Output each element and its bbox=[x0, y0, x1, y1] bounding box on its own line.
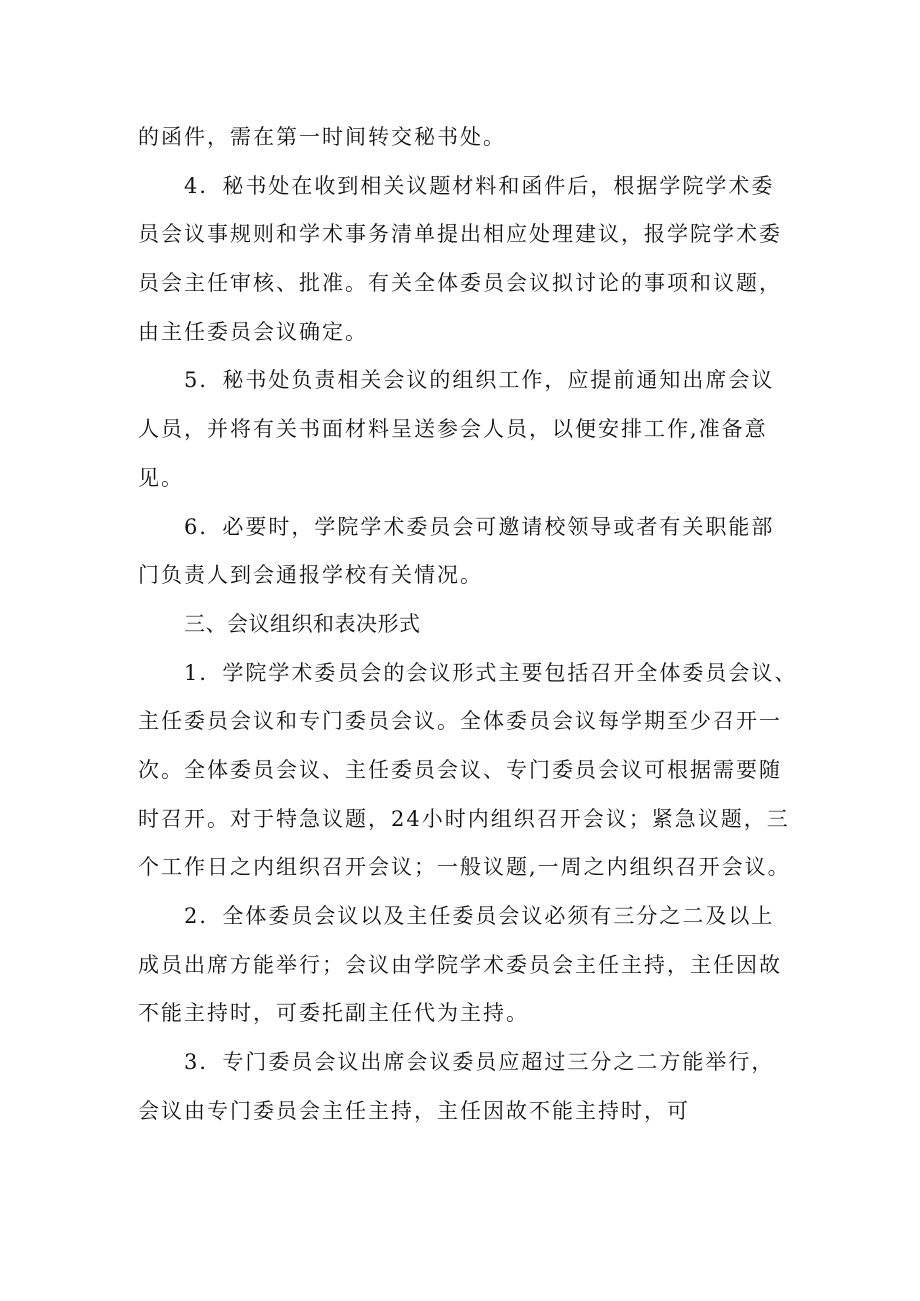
paragraph-6-line-1: 6．必要时，学院学术委员会可邀请校领导或者有关职能部 bbox=[184, 514, 775, 539]
section-3-paragraph-2-line-2: 成员出席方能举行；会议由学院学术委员会主任主持，主任因故 bbox=[138, 952, 782, 977]
section-3-paragraph-2-line-1: 2．全体委员会议以及主任委员会议必须有三分之二及以上 bbox=[184, 904, 775, 928]
paragraph-4-line-2: 员会议事规则和学术事务清单提出相应处理建议，报学院学术委 bbox=[138, 222, 782, 247]
paragraph-5-line-1: 5．秘书处负责相关会议的组织工作，应提前通知出席会议 bbox=[184, 368, 775, 393]
document-body bbox=[138, 113, 798, 1135]
section-3-paragraph-2-line-3: 不能主持时，可委托副主任代为主持。 bbox=[138, 1001, 529, 1026]
paragraph-5-line-2: 人员，并将有关书面材料呈送参会人员，以便安排工作,准备意 bbox=[138, 417, 768, 442]
paragraph-4-line-3: 员会主任审核、批准。有关全体委员会议拟讨论的事项和议题， bbox=[138, 271, 782, 296]
section-3-paragraph-1-line-3: 次。全体委员会议、主任委员会议、专门委员会议可根据需要随 bbox=[138, 757, 782, 782]
paragraph-4-line-1: 4．秘书处在收到相关议题材料和函件后，根据学院学术委 bbox=[184, 173, 775, 198]
section-3-paragraph-1-line-2: 主任委员会议和专门委员会议。全体委员会议每学期至少召开一 bbox=[138, 709, 782, 734]
section-heading: 三、会议组织和表决形式 bbox=[184, 611, 421, 636]
section-3-paragraph-1-line-4: 时召开。对于特急议题，24小时内组织召开会议；紧急议题，三 bbox=[138, 806, 790, 831]
paragraph-continuation-line-1: 的函件，需在第一时间转交秘书处。 bbox=[138, 125, 506, 149]
paragraph-4-line-4: 由主任委员会议确定。 bbox=[138, 319, 368, 344]
section-3-paragraph-3-line-1: 3．专门委员会议出席会议委员应超过三分之二方能举行， bbox=[184, 1050, 775, 1075]
paragraph-6-line-2: 门负责人到会通报学校有关情况。 bbox=[138, 563, 483, 588]
paragraph-5-line-3: 见。 bbox=[138, 465, 184, 490]
section-3-paragraph-1-line-1: 1．学院学术委员会的会议形式主要包括召开全体委员会议、 bbox=[184, 660, 798, 685]
section-3-paragraph-1-line-5: 个工作日之内组织召开会议；一般议题,一周之内组织召开会议。 bbox=[138, 855, 791, 880]
section-3-paragraph-3-line-2: 会议由专门委员会主任主持，主任因故不能主持时，可 bbox=[138, 1098, 690, 1123]
